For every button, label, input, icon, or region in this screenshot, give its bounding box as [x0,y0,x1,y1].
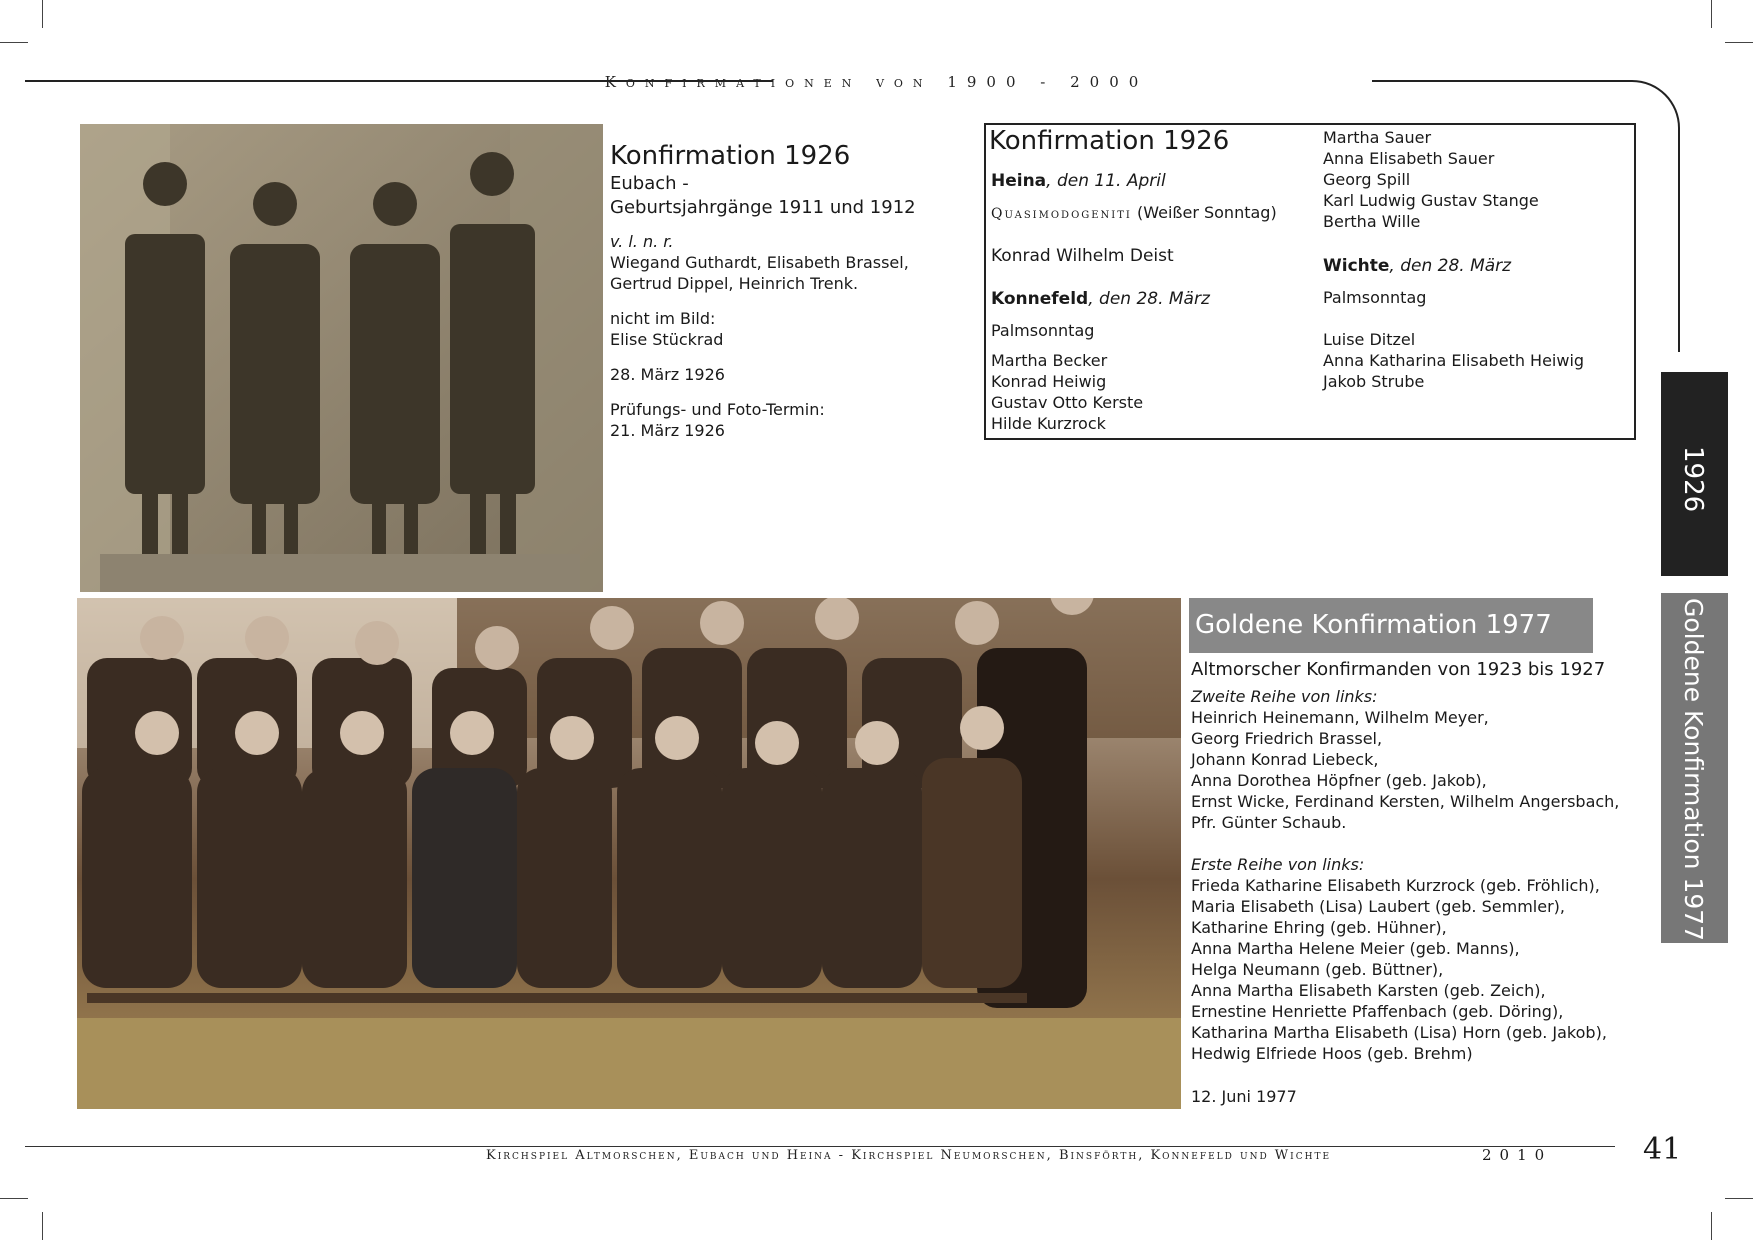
row1-label: Erste Reihe von links: [1191,855,1365,874]
section-1926-missing-label: nicht im Bild: [610,309,716,328]
section-1926-names: Wiegand Guthardt, Elisabeth Brassel, [610,253,909,272]
box-wichte-name: Anna Katharina Elisabeth Heiwig [1323,351,1585,370]
row2-name: Georg Friedrich Brassel, [1191,729,1383,748]
box-wichte-heading [1323,256,1511,277]
footer-year: 2010 [1482,1146,1553,1164]
box-col2-name: Karl Ludwig Gustav Stange [1323,191,1539,210]
row1-name: Katharine Ehring (geb. Hühner), [1191,918,1447,937]
section-1926-exam-date: 21. März 1926 [610,421,725,440]
box-heina-heading [991,171,1166,192]
section-1926-date: 28. März 1926 [610,365,725,384]
section-1977-subtitle: Altmorscher Konfirmanden von 1923 bis 1927 [1191,659,1606,680]
section-1977-date: 12. Juni 1977 [1191,1087,1297,1106]
page-header-title: Konfirmationen von 1900 - 2000 [604,73,1149,91]
section-1926-names: Gertrud Dippel, Heinrich Trenk. [610,274,859,293]
photo-1926-group [80,124,603,592]
sidebar-section-label: Goldene Konfirmation 1977 [1679,598,1708,942]
box-konnefeld-name: Konrad Heiwig [991,372,1107,391]
page-number: 41 [1643,1132,1682,1167]
box-wichte-place: Wichte [1323,256,1390,276]
box-wichte-name: Luise Ditzel [1323,330,1416,349]
box-heina-sunday [991,202,1277,225]
box-konnefeld-place: Konnefeld [991,289,1089,309]
box-konnefeld-date: , den 28. März [1088,289,1210,309]
box-wichte-sunday: Palmsonntag [1323,288,1427,307]
box-heina-sunday-name: Quasimodogeniti [991,206,1132,222]
row2-name: Johann Konrad Liebeck, [1191,750,1379,769]
section-1977-title: Goldene Konfirmation 1977 [1189,598,1593,653]
box-col2-name: Martha Sauer [1323,128,1432,147]
box-konnefeld-sunday: Palmsonntag [991,321,1095,340]
row2-label: Zweite Reihe von links: [1191,687,1378,706]
crop-mark [0,42,28,43]
row1-name: Anna Martha Helene Meier (geb. Manns), [1191,939,1520,958]
row1-name: Frieda Katharine Elisabeth Kurzrock (geb. Fröhlich), [1191,876,1600,895]
row1-name: Hedwig Elfriede Hoos (geb. Brehm) [1191,1044,1473,1063]
section-1926-title: Konfirmation 1926 [610,141,851,171]
row1-name: Helga Neumann (geb. Büttner), [1191,960,1444,979]
box-wichte-date: , den 28. März [1389,256,1512,276]
row2-name: Ernst Wicke, Ferdinand Kersten, Wilhelm Angersbach, [1191,792,1620,811]
row2-name: Pfr. Günter Schaub. [1191,813,1347,832]
section-1926-order-label: v. l. n. r. [610,232,674,251]
box-col2-name: Bertha Wille [1323,212,1421,231]
box-konnefeld-heading [991,289,1210,310]
footer-rule [25,1146,1615,1147]
row1-name: Ernestine Henriette Pfaffenbach (geb. Döring), [1191,1002,1564,1021]
section-1926-exam-label: Prüfungs- und Foto-Termin: [610,400,825,419]
crop-mark [1711,0,1712,28]
box-heina-date: , den 11. April [1046,171,1166,191]
photo-1977-group [77,598,1181,1109]
box-heina-sunday-note: (Weißer Sonntag) [1131,203,1277,222]
crop-mark [1711,1212,1712,1240]
box-1926-title: Konfirmation 1926 [989,126,1230,156]
row2-name: Heinrich Heinemann, Wilhelm Meyer, [1191,708,1489,727]
box-heina-place: Heina [991,171,1047,191]
crop-mark [1725,42,1753,43]
crop-mark [1725,1198,1753,1199]
box-heina-name: Konrad Wilhelm Deist [991,246,1174,266]
box-konnefeld-name: Gustav Otto Kerste [991,393,1144,412]
row1-name: Maria Elisabeth (Lisa) Laubert (geb. Semmler), [1191,897,1565,916]
row1-name: Anna Martha Elisabeth Karsten (geb. Zeich), [1191,981,1546,1000]
crop-mark [42,0,43,28]
box-wichte-name: Jakob Strube [1323,372,1425,391]
box-konnefeld-name: Hilde Kurzrock [991,414,1106,433]
box-col2-name: Georg Spill [1323,170,1411,189]
sidebar-year-label: 1926 [1678,446,1708,513]
crop-mark [0,1198,28,1199]
footer-parish-text: Kirchspiel Altmorschen, Eubach und Heina - Kirchspiel Neumorschen, Binsförth, Konnefeld und Wichte [486,1148,1332,1163]
section-1926-missing-name: Elise Stückrad [610,330,724,349]
section-1926-place: Eubach - [610,173,689,194]
box-col2-name: Anna Elisabeth Sauer [1323,149,1495,168]
row2-name: Anna Dorothea Höpfner (geb. Jakob), [1191,771,1487,790]
box-konnefeld-name: Martha Becker [991,351,1108,370]
crop-mark [42,1212,43,1240]
section-1926-cohort: Geburtsjahrgänge 1911 und 1912 [610,197,916,218]
row1-name: Katharina Martha Elisabeth (Lisa) Horn (geb. Jakob), [1191,1023,1607,1042]
